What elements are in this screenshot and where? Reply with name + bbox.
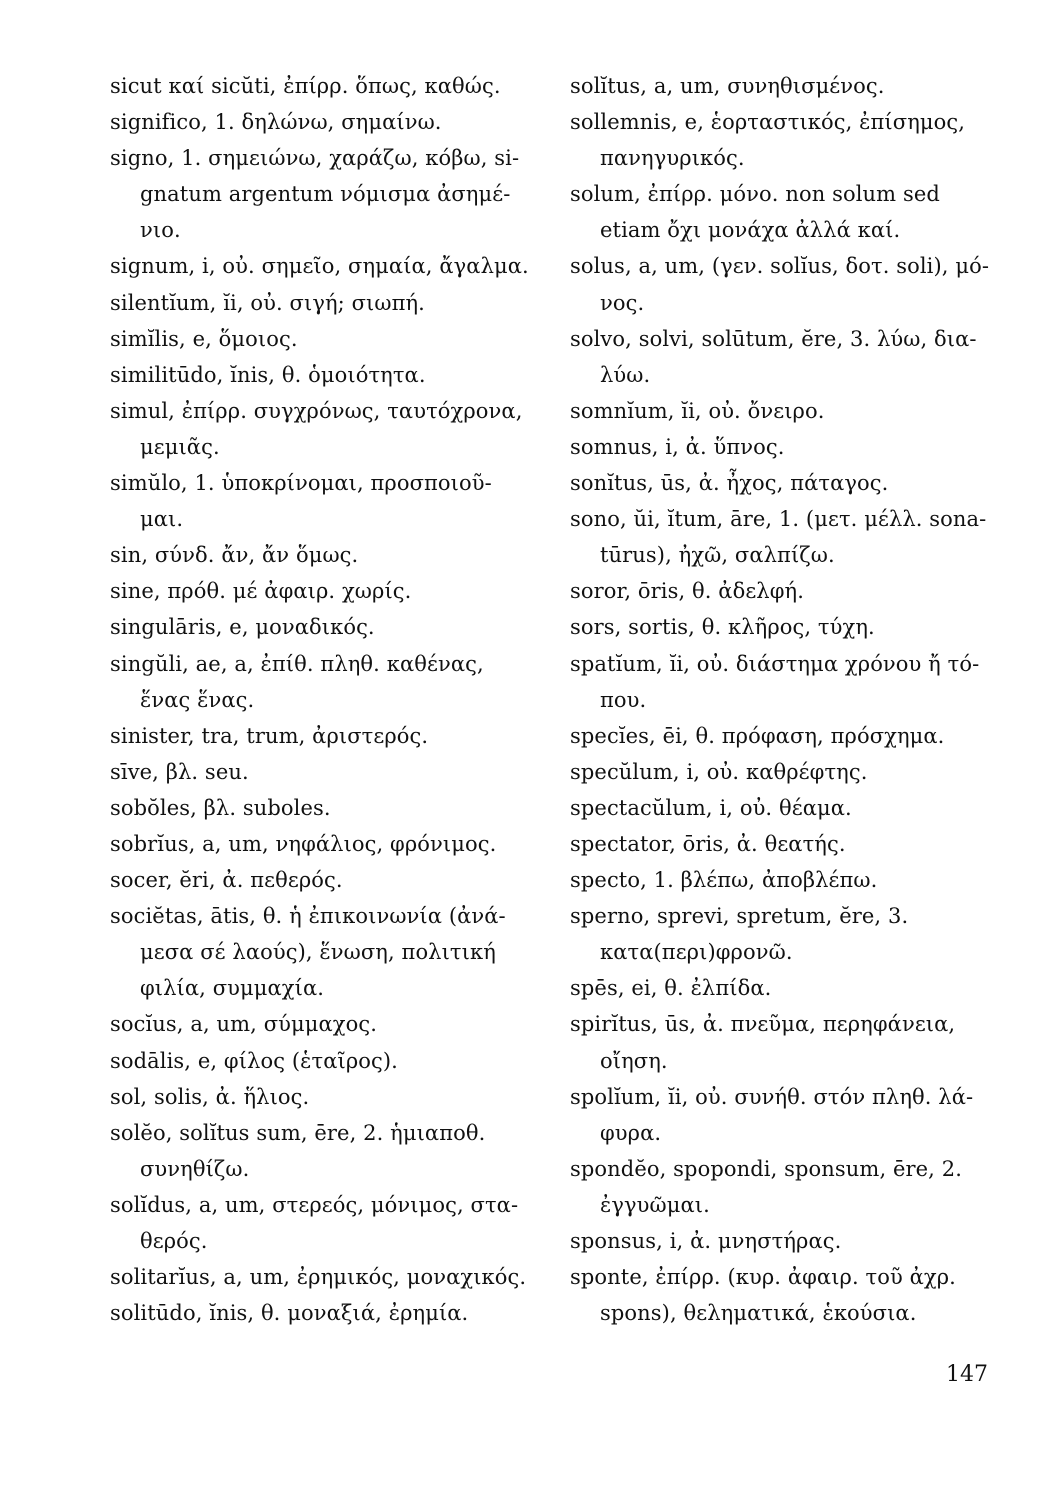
dictionary-entry-line: solus, a, um, (γεν. solĭus, δοτ. soli), μό- bbox=[570, 254, 990, 279]
right-column bbox=[570, 68, 1010, 1331]
dictionary-entry-line: sinister, tra, trum, ἀριστερός. bbox=[110, 723, 429, 748]
entry-continuation-line: θερός. bbox=[140, 1229, 208, 1253]
dictionary-entry-line: solitūdo, ĭnis, θ. μοναξιά, ἐρημία. bbox=[110, 1301, 469, 1326]
entry-continuation-line: μαι. bbox=[140, 507, 184, 532]
dictionary-entry-line: specŭlum, i, οὐ. καθρέφτης. bbox=[570, 759, 868, 784]
dictionary-entry-line: sin, σύνδ. ἄν, ἄν ὅμως. bbox=[110, 543, 359, 568]
entry-continuation-line: πανηγυρικός. bbox=[600, 146, 745, 171]
entry-continuation-line: συνηθίζω. bbox=[140, 1156, 250, 1181]
dictionary-entry-line: similitūdo, ĭnis, θ. ὁμοιότητα. bbox=[110, 362, 426, 387]
dictionary-entry-line: sperno, sprevi, spretum, ĕre, 3. bbox=[570, 904, 909, 929]
dictionary-entry-line: spondĕo, spopondi, sponsum, ēre, 2. bbox=[570, 1156, 962, 1181]
entry-continuation-line: οἴηση. bbox=[600, 1048, 668, 1073]
dictionary-entry-line: spatĭum, ĭi, οὐ. διάστημα χρόνου ἤ τό- bbox=[570, 651, 980, 676]
entry-continuation-line: etiam ὄχι μονάχα ἀλλά καί. bbox=[600, 218, 901, 243]
entry-continuation-line: ἐγγυῶμαι. bbox=[600, 1192, 710, 1217]
dictionary-entry-line: spolĭum, ĭi, οὐ. συνήθ. στόν πληθ. λά- bbox=[570, 1084, 974, 1109]
dictionary-entry-line: sobŏles, βλ. suboles. bbox=[110, 795, 331, 820]
dictionary-entry-line: sors, sortis, θ. κλῆρος, τύχη. bbox=[570, 615, 875, 640]
dictionary-entry-line: sodālis, e, φίλος (ἑταῖρος). bbox=[110, 1048, 398, 1073]
dictionary-entry-line: sonĭtus, ūs, ἀ. ἦχος, πάταγος. bbox=[570, 471, 889, 496]
dictionary-entry-line: socĭus, a, um, σύμμαχος. bbox=[110, 1012, 377, 1037]
dictionary-entry-line: sine, πρόθ. μέ ἀφαιρ. χωρίς. bbox=[110, 579, 412, 604]
entry-continuation-line: φυρα. bbox=[600, 1120, 662, 1145]
entry-continuation-line: gnatum argentum νόμισμα ἀσημέ- bbox=[140, 182, 511, 207]
dictionary-entry-line: sicut καί sicŭti, ἐπίρρ. ὅπως, καθώς. bbox=[110, 74, 501, 98]
dictionary-entry-line: sol, solis, ἀ. ἥλιος. bbox=[110, 1084, 310, 1109]
entry-continuation-line: κατα(περι)φρονῶ. bbox=[600, 940, 793, 965]
dictionary-entry-line: sono, ŭi, ĭtum, āre, 1. (μετ. μέλλ. sona- bbox=[570, 507, 987, 532]
dictionary-entry-line: spēs, ei, θ. ἐλπίδα. bbox=[570, 976, 772, 1001]
entry-continuation-line: spons), θεληματικά, ἑκούσια. bbox=[600, 1301, 917, 1326]
page-number: 147 bbox=[946, 1362, 988, 1387]
dictionary-entry-line: singŭli, ae, a, ἐπίθ. πληθ. καθένας, bbox=[110, 651, 484, 676]
dictionary-entry-line: significo, 1. δηλώνω, σημαίνω. bbox=[110, 110, 442, 135]
entry-continuation-line: tūrus), ἠχῶ, σαλπίζω. bbox=[600, 543, 835, 568]
dictionary-entry-line: sponte, ἐπίρρ. (κυρ. ἀφαιρ. τοῦ ἀχρ. bbox=[570, 1265, 956, 1290]
dictionary-entry-line: sobrĭus, a, um, νηφάλιος, φρόνιμος. bbox=[110, 831, 497, 856]
dictionary-entry-line: sociĕtas, ātis, θ. ἡ ἐπικοινωνία (ἀνά- bbox=[110, 904, 506, 929]
dictionary-entry-line: solvo, solvi, solūtum, ĕre, 3. λύω, δια- bbox=[570, 326, 977, 351]
dictionary-entry-line: signo, 1. σημειώνω, χαράζω, κόβω, si- bbox=[110, 146, 520, 171]
dictionary-entry-line: silentĭum, ĭi, οὐ. σιγή; σιωπή. bbox=[110, 290, 425, 315]
dictionary-entry-line: solĭdus, a, um, στερεός, μόνιμος, στα- bbox=[110, 1192, 519, 1217]
entry-continuation-line: νος. bbox=[600, 290, 645, 315]
entry-continuation-line: μεσα σέ λαούς), ἕνωση, πολιτική bbox=[140, 940, 496, 965]
entry-continuation-line: νιο. bbox=[140, 218, 181, 243]
dictionary-entry-line: sīve, βλ. seu. bbox=[110, 759, 249, 784]
dictionary-entry-line: specĭes, ēi, θ. πρόφαση, πρόσχημα. bbox=[570, 723, 945, 748]
dictionary-entry-line: sponsus, i, ἀ. μνηστήρας. bbox=[570, 1229, 842, 1253]
dictionary-entry-line: spectator, ōris, ἀ. θεατής. bbox=[570, 831, 846, 856]
dictionary-entry-line: signum, i, οὐ. σημεῖο, σημαία, ἄγαλμα. bbox=[110, 254, 529, 279]
left-column bbox=[110, 68, 550, 1331]
entry-continuation-line: ἕνας ἕνας. bbox=[140, 687, 255, 712]
dictionary-entry-line: specto, 1. βλέπω, ἀποβλέπω. bbox=[570, 868, 878, 893]
dictionary-entry-line: solĭtus, a, um, συνηθισμένος. bbox=[570, 74, 885, 98]
dictionary-entry-line: sollemnis, e, ἑορταστικός, ἐπίσημος, bbox=[570, 110, 966, 135]
entry-continuation-line: που. bbox=[600, 687, 647, 712]
entry-continuation-line: λύω. bbox=[600, 362, 651, 387]
dictionary-entry-line: soror, ōris, θ. ἀδελφή. bbox=[570, 579, 804, 604]
dictionary-entry-line: somnĭum, ĭi, οὐ. ὄνειρο. bbox=[570, 398, 825, 423]
dictionary-entry-line: solitarĭus, a, um, ἐρημικός, μοναχικός. bbox=[110, 1265, 527, 1290]
dictionary-entry-line: somnus, i, ἀ. ὕπνος. bbox=[570, 434, 785, 459]
entry-continuation-line: μεμιᾶς. bbox=[140, 434, 220, 459]
dictionary-entry-line: simul, ἐπίρρ. συγχρόνως, ταυτόχρονα, bbox=[110, 398, 523, 423]
dictionary-entry-line: spirĭtus, ūs, ἀ. πνεῦμα, περηφάνεια, bbox=[570, 1012, 956, 1037]
entry-continuation-line: φιλία, συμμαχία. bbox=[140, 976, 325, 1001]
dictionary-entry-line: socer, ĕri, ἀ. πεθερός. bbox=[110, 868, 343, 893]
dictionary-entry-line: solĕo, solĭtus sum, ēre, 2. ἡμιαποθ. bbox=[110, 1120, 486, 1145]
dictionary-entry-line: singulāris, e, μοναδικός. bbox=[110, 615, 375, 640]
dictionary-entry-line: solum, ἐπίρρ. μόνο. non solum sed bbox=[570, 182, 940, 207]
dictionary-entry-line: simŭlo, 1. ὑποκρίνομαι, προσποιοῦ- bbox=[110, 471, 492, 496]
dictionary-entry-line: spectacŭlum, i, οὐ. θέαμα. bbox=[570, 795, 852, 820]
dictionary-entry-line: simĭlis, e, ὅμοιος. bbox=[110, 326, 298, 351]
